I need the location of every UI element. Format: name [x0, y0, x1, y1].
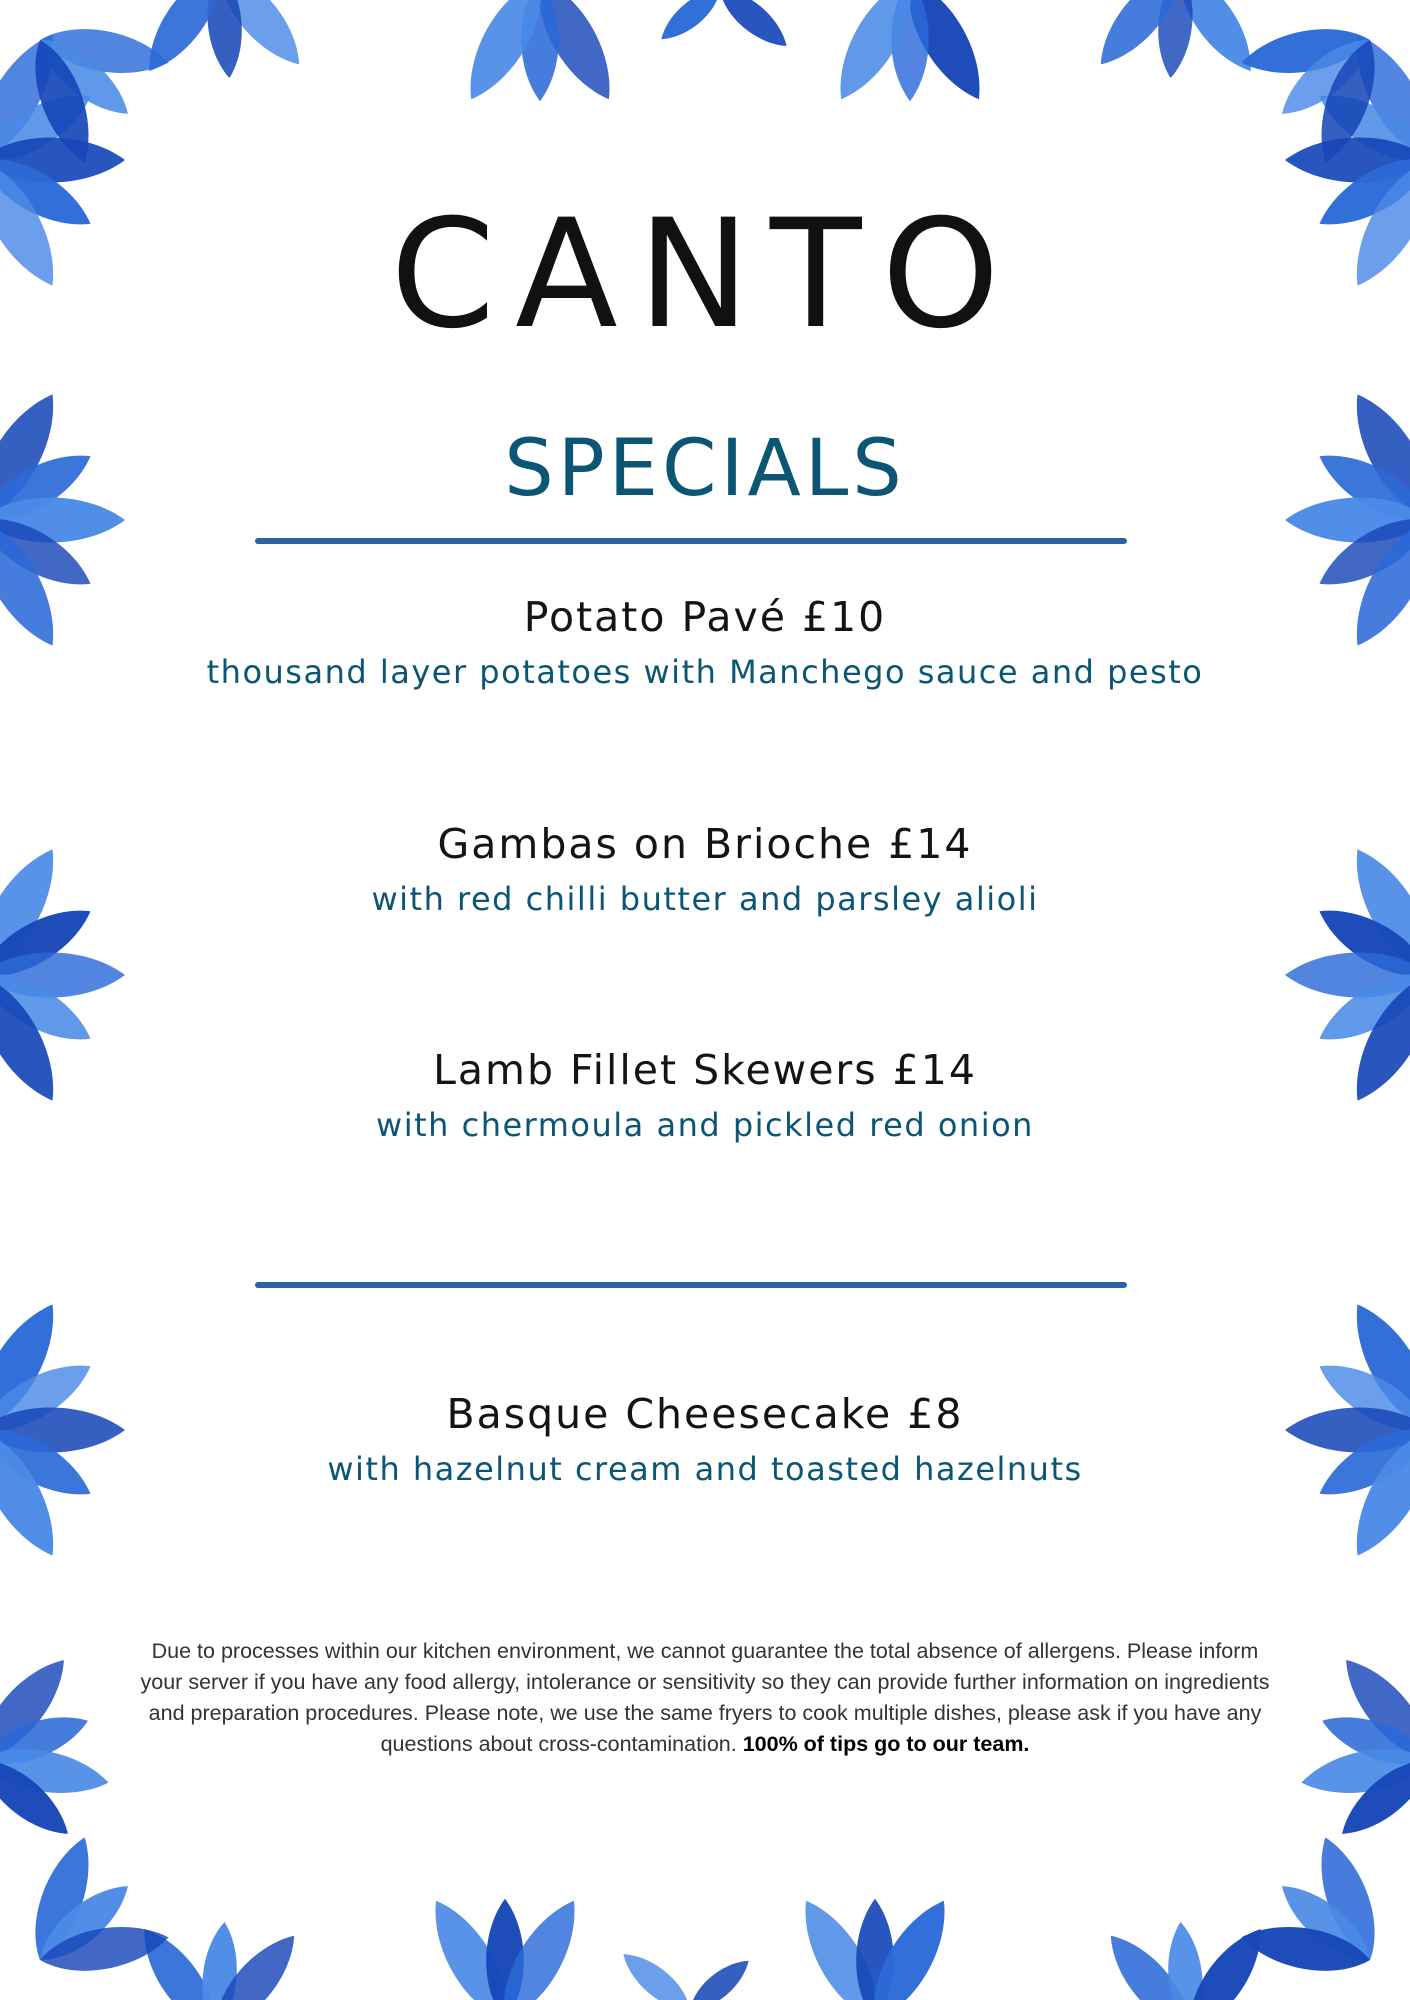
dessert-divider: [255, 1282, 1127, 1288]
allergen-notice-text: Due to processes within our kitchen environment, we cannot guarantee the total absence of allergens. Please inform your server if you have any food allergy, intolerance or sensitivity so they can provide further information on ingredients and preparation procedures. Please note, we use the same fryers to cook multiple dishes, please ask if you have any questions about cross-contamination.: [140, 1639, 1270, 1756]
allergen-notice: [130, 1636, 1280, 1760]
dish-name-basque-cheesecake: Basque Cheesecake £8: [446, 1390, 964, 1438]
title-divider: [255, 538, 1127, 544]
dish-description-potato-pave: thousand layer potatoes with Manchego sauce and pesto: [206, 653, 1204, 691]
dish-name-potato-pave: Potato Pavé £10: [523, 593, 887, 641]
dish-description-gambas-on-brioche: with red chilli butter and parsley alioli: [371, 880, 1039, 918]
petal-shape: [682, 1952, 756, 2000]
dish-description-lamb-fillet-skewers: with chermoula and pickled red onion: [376, 1106, 1034, 1144]
tips-note: 100% of tips go to our team.: [742, 1732, 1030, 1756]
dish-name-lamb-fillet-skewers: Lamb Fillet Skewers £14: [433, 1046, 977, 1094]
restaurant-logo: CANTO: [390, 188, 1020, 362]
dish-description-basque-cheesecake: with hazelnut cream and toasted hazelnuts: [327, 1450, 1083, 1488]
petal-shape: [615, 1944, 699, 2000]
dish-name-gambas-on-brioche: Gambas on Brioche £14: [437, 820, 973, 868]
petal-shape: [654, 0, 728, 48]
petal-shape: [711, 0, 795, 56]
page-title: SPECIALS: [504, 424, 906, 514]
